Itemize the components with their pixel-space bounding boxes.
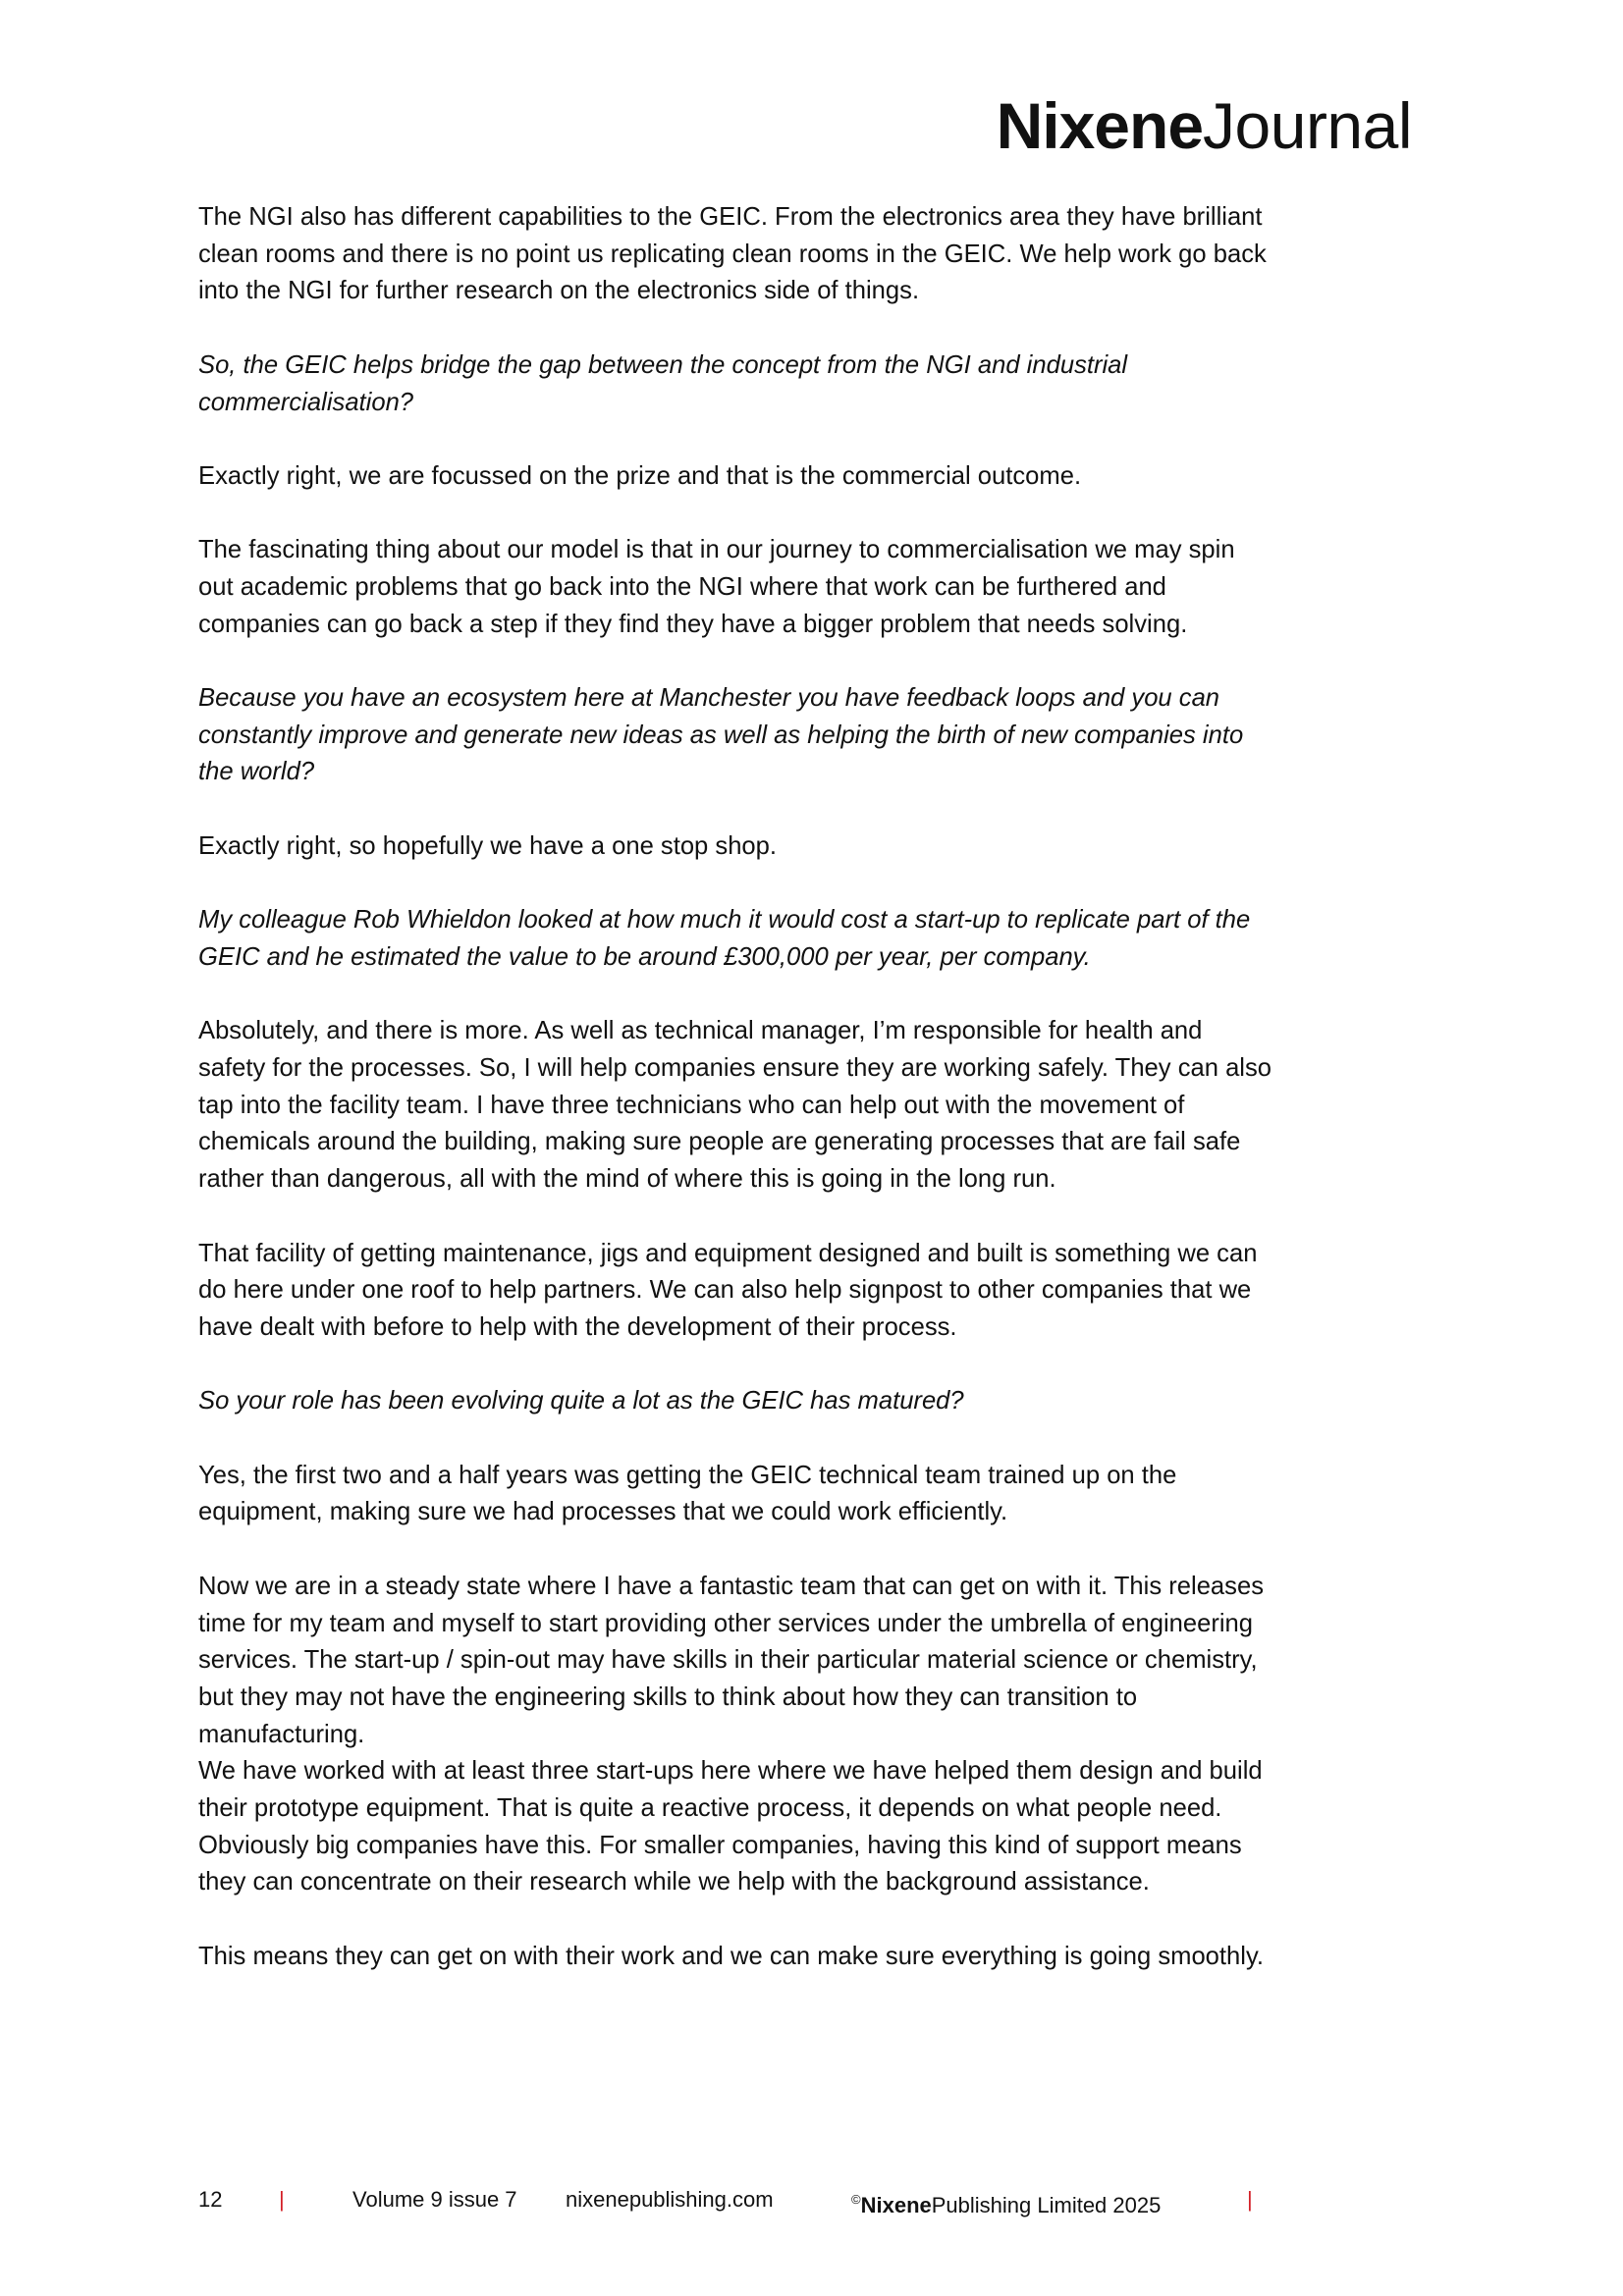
- interview-answer: [198, 1753, 1391, 1901]
- copyright-symbol: ©: [851, 2192, 861, 2207]
- interview-answer: [198, 1236, 1391, 1347]
- text-line: Because you have an ecosystem here at Manchester you have feedback loops and you can: [198, 684, 1220, 713]
- interview-answer: [198, 1458, 1391, 1531]
- text-line: out academic problems that go back into the NGI where that work can be furthered and: [198, 572, 1166, 601]
- footer-copyright: [851, 2185, 1161, 2220]
- text-line: Yes, the first two and a half years was getting the GEIC technical team trained up on the: [198, 1461, 1177, 1489]
- text-line: commercialisation?: [198, 388, 414, 416]
- journal-masthead: [996, 89, 1412, 162]
- text-line: So your role has been evolving quite a lot as the GEIC has matured?: [198, 1387, 964, 1415]
- text-line: The fascinating thing about our model is that in our journey to commercialisation we may spin: [198, 536, 1235, 564]
- text-line: My colleague Rob Whieldon looked at how much it would cost a start-up to replicate part of the: [198, 906, 1251, 934]
- interview-question: [198, 347, 1391, 421]
- page-footer: [198, 2185, 1426, 2215]
- text-line: That facility of getting maintenance, jigs and equipment designed and built is something we can: [198, 1239, 1258, 1267]
- interview-question: [198, 680, 1391, 791]
- text-line: Now we are in a steady state where I have a fantastic team that can get on with it. This releases: [198, 1572, 1264, 1600]
- text-line: safety for the processes. So, I will help companies ensure they are working safely. They can also: [198, 1054, 1272, 1083]
- interview-question: [198, 1383, 1391, 1420]
- text-line: equipment, making sure we had processes that we could work efficiently.: [198, 1498, 1008, 1526]
- footer-separator-left: |: [279, 2187, 285, 2212]
- interview-answer: [198, 458, 1391, 496]
- text-line: tap into the facility team. I have three technicians who can help out with the movement of: [198, 1091, 1185, 1119]
- text-line: clean rooms and there is no point us replicating clean rooms in the GEIC. We help work go back: [198, 240, 1267, 268]
- text-line: Absolutely, and there is more. As well as technical manager, I’m responsible for health and: [198, 1017, 1203, 1045]
- interview-answer: [198, 1939, 1391, 1976]
- footer-separator-right: |: [1247, 2187, 1253, 2212]
- text-line: time for my team and myself to start providing other services under the umbrella of engineering: [198, 1609, 1254, 1637]
- text-line: Exactly right, so hopefully we have a one stop shop.: [198, 831, 778, 860]
- text-line: but they may not have the engineering skills to think about how they can transition to: [198, 1682, 1138, 1711]
- article-body: [198, 199, 1391, 2012]
- text-line: chemicals around the building, making sure people are generating processes that are fail safe: [198, 1128, 1241, 1156]
- masthead-brand-bold: Nixene: [996, 89, 1204, 162]
- text-line: We have worked with at least three start-ups here where we have helped them design and build: [198, 1757, 1263, 1786]
- interview-answer: [198, 199, 1391, 310]
- footer-publisher-bold: Nixene: [860, 2193, 932, 2217]
- interview-question: [198, 902, 1391, 976]
- interview-answer: [198, 532, 1391, 643]
- text-line: constantly improve and generate new ideas as well as helping the birth of new companies into: [198, 721, 1244, 749]
- interview-answer: [198, 828, 1391, 866]
- text-line: their prototype equipment. That is quite a reactive process, it depends on what people need.: [198, 1794, 1222, 1823]
- text-line: companies can go back a step if they find they have a bigger problem that needs solving.: [198, 610, 1188, 638]
- text-line: rather than dangerous, all with the mind of where this is going in the long run.: [198, 1165, 1056, 1194]
- interview-answer: [198, 1569, 1391, 1754]
- text-line: the world?: [198, 758, 315, 786]
- text-line: This means they can get on with their work and we can make sure everything is going smoothly.: [198, 1942, 1264, 1970]
- text-line: GEIC and he estimated the value to be around £300,000 per year, per company.: [198, 942, 1091, 971]
- text-line: have dealt with before to help with the development of their process.: [198, 1312, 957, 1341]
- text-line: Obviously big companies have this. For smaller companies, having this kind of support means: [198, 1831, 1242, 1859]
- footer-page-number: 12: [198, 2187, 223, 2212]
- text-line: The NGI also has different capabilities to the GEIC. From the electronics area they have brilliant: [198, 203, 1263, 231]
- text-line: do here under one roof to help partners. We can also help signpost to other companies that we: [198, 1276, 1252, 1305]
- footer-website[interactable]: nixenepublishing.com: [566, 2187, 774, 2212]
- masthead-brand-light: Journal: [1203, 89, 1412, 162]
- text-line: services. The start-up / spin-out may have skills in their particular material science or chemistry,: [198, 1646, 1258, 1675]
- text-line: into the NGI for further research on the electronics side of things.: [198, 277, 920, 305]
- footer-publisher-rest: Publishing Limited 2025: [931, 2193, 1162, 2217]
- text-line: they can concentrate on their research while we help with the background assistance.: [198, 1868, 1150, 1896]
- text-line: So, the GEIC helps bridge the gap between the concept from the NGI and industrial: [198, 350, 1128, 379]
- footer-volume: Volume 9 issue 7: [352, 2187, 517, 2212]
- text-line: manufacturing.: [198, 1720, 365, 1748]
- interview-answer: [198, 1013, 1391, 1199]
- text-line: Exactly right, we are focussed on the prize and that is the commercial outcome.: [198, 461, 1082, 490]
